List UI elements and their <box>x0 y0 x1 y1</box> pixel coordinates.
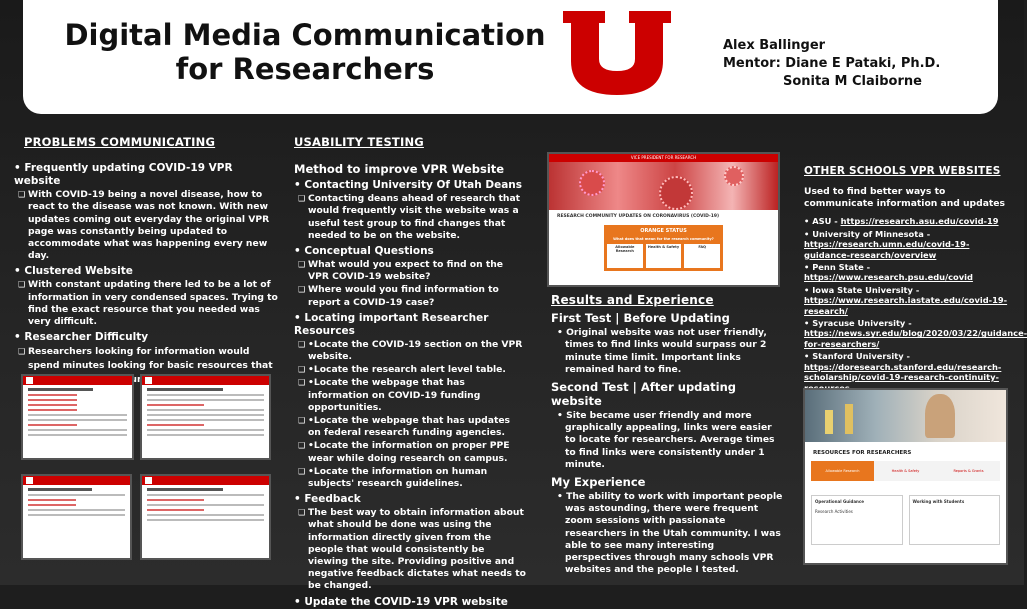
school-entry: • Penn State - https://www.research.psu.edu/covid <box>804 262 1009 283</box>
operational-guidance-panel: Operational Guidance Research Activities <box>811 495 903 545</box>
resources-tab[interactable]: Allowable Research <box>811 461 874 481</box>
school-link[interactable]: https://www.research.psu.edu/covid <box>804 272 973 283</box>
group-title: • Locating important Researcher Resources <box>294 312 526 338</box>
school-entry: • ASU - https://research.asu.edu/covid-19 <box>804 216 1009 226</box>
second-test-title: Second Test | After updating website <box>551 380 737 409</box>
lab-photo <box>805 390 1006 442</box>
other-schools-heading: OTHER SCHOOLS VPR WEBSITES <box>804 165 1001 177</box>
title-line-1: Digital Media Communication <box>64 18 546 52</box>
school-entry: • Iowa State University - https://www.research.iastate.edu/covid-19-research/ <box>804 285 1009 316</box>
usability-heading: USABILITY TESTING <box>294 135 424 149</box>
website-screenshot-thumbnail <box>140 474 271 560</box>
mentor-line: Mentor: Diane E Pataki, Ph.D. <box>723 56 941 71</box>
problem-title: • Researcher Difficulty <box>14 331 280 344</box>
vpr-banner: VICE PRESIDENT FOR RESEARCH <box>549 154 778 162</box>
website-screenshot-thumbnail <box>21 474 132 560</box>
other-schools-intro: Used to find better ways to communicate information and updates <box>804 186 1005 210</box>
mentor-line-2: Sonita M Claiborne <box>783 74 922 89</box>
orange-status-box <box>604 225 723 271</box>
final-step: • Update the COVID-19 VPR website <box>294 596 526 609</box>
poster-header <box>23 0 998 114</box>
group-item: ❑ Where would you find information to report a COVID-19 case? <box>294 284 526 308</box>
problems-heading: PROBLEMS COMMUNICATING <box>24 135 216 149</box>
group-item: ❑ What would you expect to find on the VPR COVID-19 website? <box>294 259 526 283</box>
group-item: ❑ The best way to obtain information about what should be done was using the information directly given from the people that would consistently be viewing the site. Providing positive and negative feedback dictates what needs to be changed. <box>294 507 526 592</box>
school-link[interactable]: https://research.umn.edu/covid-19-guidance-research/overview <box>804 239 970 260</box>
website-screenshot-thumbnail <box>21 374 134 460</box>
group-item: ❑ Contacting deans ahead of research that would frequently visit the website was a useful test group to find changes that needed to be on the website. <box>294 193 526 242</box>
group-item: ❑ •Locate the COVID-19 section on the VPR website. <box>294 339 526 363</box>
group-item: ❑ •Locate the information on proper PPE wear while doing research on campus. <box>294 440 526 464</box>
problem-text: ❑ Researchers looking for information would spend minutes looking for basic resources that communicated <box>14 345 280 401</box>
author-block <box>723 37 940 91</box>
method-subheading: Method to improve VPR Website <box>294 162 505 177</box>
author-name: Alex Ballinger <box>723 38 826 53</box>
status-card: Health & Safety <box>646 244 682 268</box>
group-item: ❑ •Locate the research alert level table. <box>294 364 526 376</box>
group-title: • Contacting University Of Utah Deans <box>294 179 526 192</box>
problem-text: ❑ With COVID-19 being a novel disease, how to react to the disease was not known. With new updates coming out everyday the original VPR page was constantly being updated to accommodate what was happening every new day. <box>14 189 280 262</box>
group-title: • Conceptual Questions <box>294 245 526 258</box>
experience-text: • The ability to work with important people was astounding, there were frequent zoom sessions with passionate researchers in the Utah community. I was able to see many interesting perspectives through many schools VPR websites and the people I tested. <box>551 491 783 576</box>
working-with-students-panel: Working with Students <box>909 495 1001 545</box>
group-item: ❑ •Locate the information on human subjects' research guidelines. <box>294 466 526 490</box>
resources-tab[interactable]: Reports & Grants <box>937 461 1000 481</box>
vpr-website-screenshot <box>547 152 780 287</box>
results-section <box>551 294 783 576</box>
first-test-title: First Test | Before Updating <box>551 311 730 326</box>
school-entry: • Syracuse University - https://news.syr.edu/blog/2020/03/22/guidance-for-researchers/ <box>804 318 1009 349</box>
vpr-page-heading: RESEARCH COMMUNITY UPDATES ON CORONAVIRUS (COVID-19) <box>557 214 720 219</box>
other-schools-section <box>804 165 1027 393</box>
status-question: What does that mean for the research community? <box>613 237 714 241</box>
resources-heading: RESOURCES FOR RESEARCHERS <box>813 450 912 456</box>
results-heading: Results and Experience <box>551 293 714 307</box>
title-line-2: for Researchers <box>175 52 435 86</box>
resources-website-screenshot <box>803 388 1008 565</box>
second-test-text: • Site became user friendly and more graphically appealing, links were easier to locate for researchers. Average times to find links were consistently under 1 minute. <box>551 410 783 471</box>
virus-image <box>549 162 778 210</box>
problem-title: • Clustered Website <box>14 265 280 278</box>
usability-section <box>294 136 526 609</box>
school-entry: • Stanford University - https://doresearch.stanford.edu/research-scholarship/covid-19-research-continuity- <box>804 351 1009 393</box>
problem-text: ❑ With constant updating there led to be a lot of information in very condensed spaces. Trying to find the exact resource that you needed was very difficult. <box>14 279 280 328</box>
resources-tab[interactable]: Health & Safety <box>874 461 937 481</box>
problem-title: • Frequently updating COVID-19 VPR website <box>14 162 280 188</box>
school-link[interactable]: https://www.research.iastate.edu/covid-19-research/ <box>804 295 1008 316</box>
status-card: FAQ <box>684 244 720 268</box>
status-label: ORANGE STATUS <box>640 228 687 234</box>
school-link[interactable]: https://research.asu.edu/covid-19 <box>840 216 999 227</box>
group-item: ❑ •Locate the webpage that has updates on federal research funding agencies. <box>294 415 526 439</box>
first-test-text: • Original website was not user friendly, times to find links would surpass our 2 minute time limit. Important links remained hard to fine. <box>551 327 783 376</box>
problems-section <box>14 136 280 401</box>
experience-title: My Experience <box>551 475 646 490</box>
status-card: Allowable Research <box>607 244 643 268</box>
school-link[interactable]: https://doresearch.stanford.edu/research-scholarship/covid-19-research-continuity- <box>804 361 1002 383</box>
group-item: ❑ •Locate the webpage that has information on COVID-19 funding opportunities. <box>294 377 526 414</box>
university-u-logo <box>563 11 671 95</box>
poster-title <box>63 18 547 86</box>
group-title: • Feedback <box>294 493 526 506</box>
school-entry: • University of Minnesota - https://research.umn.edu/covid-19-guidance-research/overview <box>804 229 1009 260</box>
school-link[interactable]: https://news.syr.edu/blog/2020/03/22/guidance-for-researchers/ <box>804 328 1027 349</box>
website-screenshot-thumbnail <box>140 374 271 460</box>
